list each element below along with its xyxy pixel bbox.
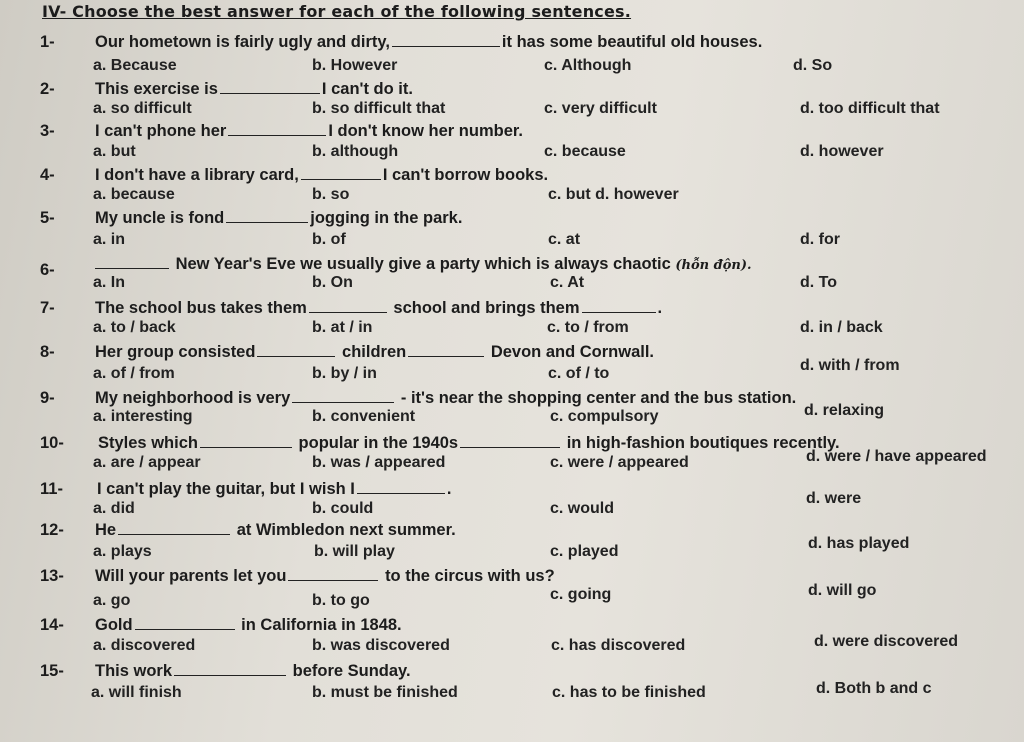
answer-blank[interactable] <box>292 388 394 403</box>
answer-blank[interactable] <box>135 615 235 630</box>
answer-blank[interactable] <box>309 298 387 313</box>
option-b[interactable]: b. at / in <box>312 319 373 336</box>
question-1 <box>0 31 1024 53</box>
option-b[interactable]: b. will play <box>314 543 395 560</box>
option-d[interactable]: d. relaxing <box>804 402 885 419</box>
options-12 <box>0 535 1024 562</box>
answer-blank[interactable] <box>288 566 378 581</box>
option-d[interactable]: d. too difficult that <box>800 100 940 117</box>
option-c[interactable]: c. compulsory <box>550 408 659 425</box>
options-1 <box>0 56 1024 76</box>
option-b[interactable]: b. could <box>312 500 374 517</box>
answer-blank[interactable] <box>95 254 169 269</box>
question-number: 13- <box>40 567 64 585</box>
option-a[interactable]: a. did <box>93 500 135 517</box>
options-5 <box>0 230 1024 250</box>
question-number: 8- <box>40 343 55 361</box>
option-d[interactable]: d. however <box>800 143 884 160</box>
option-c[interactable]: c. very difficult <box>544 100 657 117</box>
question-number: 6- <box>40 261 55 279</box>
option-d[interactable]: d. for <box>800 231 840 248</box>
options-2 <box>0 99 1024 119</box>
answer-blank[interactable] <box>118 520 230 535</box>
options-15 <box>0 680 1024 703</box>
option-a[interactable]: a. so difficult <box>93 100 192 117</box>
option-c[interactable]: c. were / appeared <box>550 454 689 471</box>
options-13 <box>0 582 1024 611</box>
option-c[interactable]: c. Although <box>544 57 632 74</box>
question-7 <box>0 297 1024 319</box>
question-11 <box>0 478 1024 500</box>
section-heading: IV- Choose the best answer for each of the following sentences. <box>42 2 632 21</box>
question-stem: This work before Sunday. <box>95 662 411 680</box>
option-b[interactable]: b. was discovered <box>312 637 450 654</box>
options-11 <box>0 490 1024 519</box>
option-d[interactable]: d. So <box>793 57 833 74</box>
option-a[interactable]: a. will finish <box>91 684 182 701</box>
question-stem: My uncle is fond jogging in the park. <box>95 209 463 227</box>
question-number: 1- <box>40 33 55 51</box>
options-6 <box>0 273 1024 293</box>
answer-blank[interactable] <box>582 298 656 313</box>
option-b[interactable]: b. On <box>312 274 353 291</box>
answer-blank[interactable] <box>174 661 286 676</box>
question-stem: I can't phone her I don't know her number. <box>95 122 523 140</box>
option-d[interactable]: d. with / from <box>800 357 900 374</box>
option-b[interactable]: b. was / appeared <box>312 454 446 471</box>
option-c[interactable]: c. at <box>548 231 581 248</box>
answer-blank[interactable] <box>357 479 445 494</box>
vietnamese-note: (hỗn độn). <box>675 258 752 273</box>
options-9 <box>0 402 1024 427</box>
question-stem: Styles which popular in the 1940s in high-fashion boutiques recently. <box>98 434 840 452</box>
option-c[interactable]: c. played <box>550 543 619 560</box>
option-b[interactable]: b. although <box>312 143 399 160</box>
option-a[interactable]: a. go <box>93 592 131 609</box>
option-b[interactable]: b. by / in <box>312 365 377 382</box>
option-a[interactable]: a. to / back <box>93 319 176 336</box>
option-c[interactable]: c. would <box>550 500 614 517</box>
option-b[interactable]: b. so difficult that <box>312 100 446 117</box>
option-a[interactable]: a. discovered <box>93 637 196 654</box>
question-number: 7- <box>40 299 55 317</box>
question-number: 4- <box>40 166 55 184</box>
answer-blank[interactable] <box>301 165 381 180</box>
question-2 <box>0 78 1024 100</box>
option-a[interactable]: a. of / from <box>93 365 175 382</box>
option-b[interactable]: b. must be finished <box>312 684 458 701</box>
question-3 <box>0 120 1024 142</box>
option-c[interactable]: c. of / to <box>548 365 610 382</box>
question-stem: I don't have a library card, I can't borrow books. <box>95 166 549 184</box>
question-stem: New Year's Eve we usually give a party which is always chaotic (hỗn độn). <box>95 253 752 277</box>
answer-blank[interactable] <box>220 79 320 94</box>
question-number: 2- <box>40 80 55 98</box>
question-number: 12- <box>40 521 64 539</box>
options-7 <box>0 318 1024 338</box>
question-number: 11- <box>40 480 63 498</box>
option-a[interactable]: a. are / appear <box>93 454 201 471</box>
answer-blank[interactable] <box>460 433 560 448</box>
option-d[interactable]: d. To <box>800 274 838 291</box>
options-4 <box>0 185 1024 205</box>
options-10 <box>0 448 1024 473</box>
option-b[interactable]: b. to go <box>312 592 370 609</box>
option-c[interactable]: c. to / from <box>547 319 629 336</box>
option-a[interactable]: a. but <box>93 143 136 160</box>
option-d[interactable]: d. Both b and c <box>816 680 932 697</box>
question-number: 9- <box>40 389 55 407</box>
option-b[interactable]: b. convenient <box>312 408 416 425</box>
answer-blank[interactable] <box>200 433 292 448</box>
option-b[interactable]: b. of <box>312 231 346 248</box>
question-stem: I can't play the guitar, but I wish I . <box>97 480 452 498</box>
question-number: 15- <box>40 662 64 680</box>
question-stem: Our hometown is fairly ugly and dirty, it has some beautiful old houses. <box>95 33 763 51</box>
question-5 <box>0 207 1024 229</box>
option-c[interactable]: c. has to be finished <box>552 684 706 701</box>
option-b[interactable]: b. However <box>312 57 398 74</box>
question-stem: Gold in California in 1848. <box>95 616 402 634</box>
question-number: 3- <box>40 122 55 140</box>
question-number: 10- <box>40 434 64 452</box>
option-d[interactable]: d. were <box>806 490 862 507</box>
option-a[interactable]: a. because <box>93 186 175 203</box>
question-stem: Her group consisted children Devon and Cornwall. <box>95 343 655 361</box>
option-d[interactable]: d. in / back <box>800 319 883 336</box>
option-d[interactable]: d. has played <box>808 535 910 552</box>
answer-blank[interactable] <box>408 342 484 357</box>
option-d[interactable]: d. will go <box>808 582 877 599</box>
answer-blank[interactable] <box>228 121 326 136</box>
option-a[interactable]: a. in <box>93 231 126 248</box>
question-4 <box>0 164 1024 186</box>
option-c[interactable]: c. At <box>550 274 585 291</box>
option-a[interactable]: a. interesting <box>93 408 193 425</box>
option-b[interactable]: b. so <box>312 186 350 203</box>
option-d[interactable]: d. were discovered <box>814 633 959 650</box>
question-stem: He at Wimbledon next summer. <box>95 521 456 539</box>
question-number: 5- <box>40 209 55 227</box>
option-a[interactable]: a. In <box>93 274 126 291</box>
answer-blank[interactable] <box>226 208 308 223</box>
option-a[interactable]: a. Because <box>93 57 177 74</box>
options-8 <box>0 357 1024 384</box>
options-3 <box>0 142 1024 162</box>
question-number: 14- <box>40 616 64 634</box>
option-c[interactable]: c. but d. however <box>548 186 679 203</box>
options-14 <box>0 633 1024 656</box>
answer-blank[interactable] <box>257 342 335 357</box>
question-stem: Will your parents let you to the circus with us? <box>95 567 555 585</box>
option-c[interactable]: c. because <box>544 143 626 160</box>
answer-blank[interactable] <box>392 32 500 47</box>
option-d[interactable]: d. were / have appeared <box>806 448 987 465</box>
option-a[interactable]: a. plays <box>93 543 152 560</box>
question-6 <box>0 253 1024 279</box>
option-c[interactable]: c. has discovered <box>551 637 686 654</box>
question-stem: The school bus takes them school and brings them . <box>95 299 663 317</box>
question-stem: My neighborhood is very - it's near the shopping center and the bus station. <box>95 389 797 407</box>
question-stem: This exercise is I can't do it. <box>95 80 413 98</box>
option-c[interactable]: c. going <box>550 586 612 603</box>
